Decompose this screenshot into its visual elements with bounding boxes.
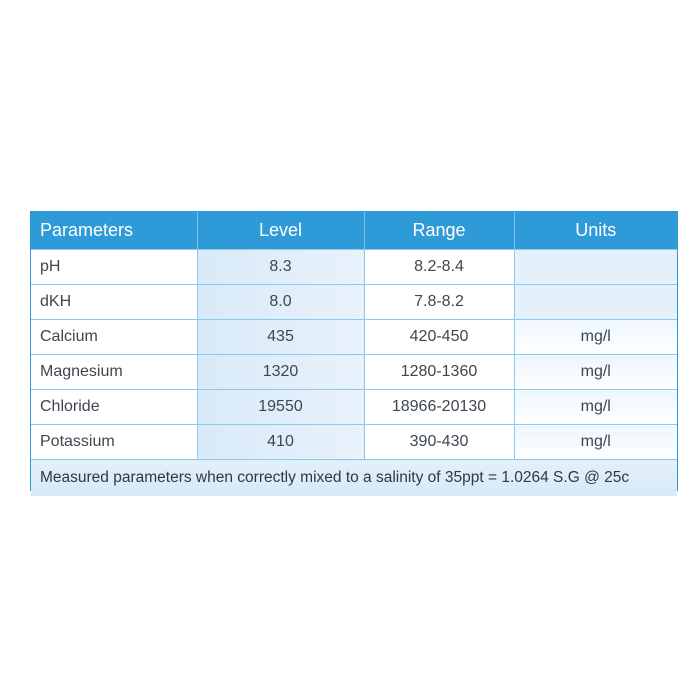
header-range: Range — [364, 212, 514, 250]
units-cell — [514, 285, 677, 320]
table-row — [31, 390, 677, 425]
range-cell: 1280-1360 — [364, 355, 514, 390]
level-cell: 8.0 — [197, 285, 364, 320]
water-parameters-table-container — [30, 211, 678, 491]
units-cell — [514, 250, 677, 285]
level-cell: 1320 — [197, 355, 364, 390]
table-row — [31, 250, 677, 285]
level-cell: 410 — [197, 425, 364, 460]
range-cell: 420-450 — [364, 320, 514, 355]
level-cell: 435 — [197, 320, 364, 355]
range-cell: 18966-20130 — [364, 390, 514, 425]
parameter-cell: Potassium — [31, 425, 197, 460]
range-cell: 390-430 — [364, 425, 514, 460]
parameter-cell: Magnesium — [31, 355, 197, 390]
table-row — [31, 285, 677, 320]
units-cell: mg/l — [514, 425, 677, 460]
range-cell: 8.2-8.4 — [364, 250, 514, 285]
units-cell: mg/l — [514, 355, 677, 390]
parameter-cell: Calcium — [31, 320, 197, 355]
table-row — [31, 425, 677, 460]
table-header-row — [31, 212, 677, 250]
water-parameters-table — [31, 212, 677, 496]
header-units: Units — [514, 212, 677, 250]
table-row — [31, 320, 677, 355]
units-cell: mg/l — [514, 320, 677, 355]
parameter-cell: pH — [31, 250, 197, 285]
header-parameters: Parameters — [31, 212, 197, 250]
level-cell: 19550 — [197, 390, 364, 425]
parameter-cell: dKH — [31, 285, 197, 320]
parameter-cell: Chloride — [31, 390, 197, 425]
footnote-row — [31, 460, 677, 497]
level-cell: 8.3 — [197, 250, 364, 285]
units-cell: mg/l — [514, 390, 677, 425]
header-level: Level — [197, 212, 364, 250]
table-row — [31, 355, 677, 390]
range-cell: 7.8-8.2 — [364, 285, 514, 320]
footnote-text: Measured parameters when correctly mixed to a salinity of 35ppt = 1.0264 S.G @ 25c — [31, 460, 677, 497]
